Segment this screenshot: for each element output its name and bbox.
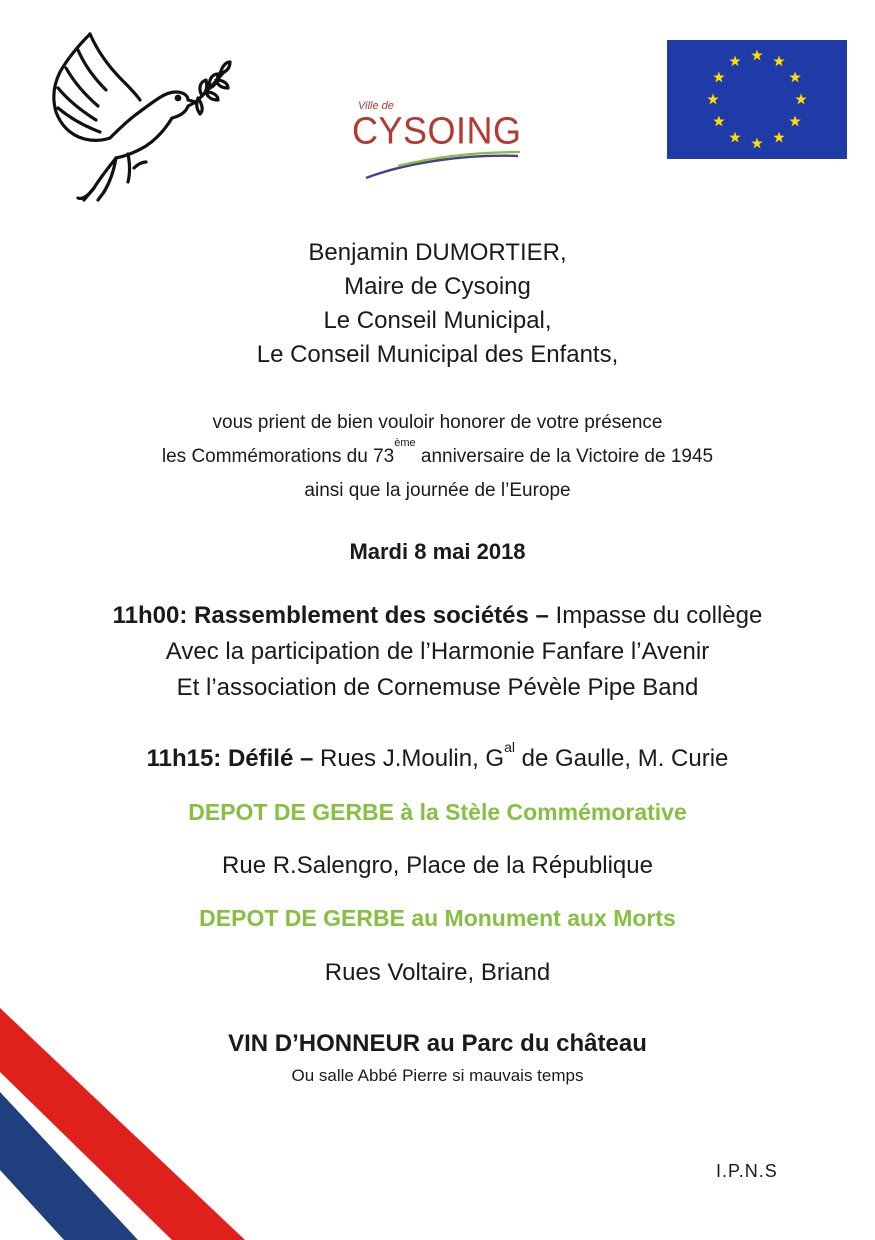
eu-stars (667, 40, 847, 159)
parade-route-pre: Rues J.Moulin, G (313, 745, 505, 772)
reception-title: VIN D’HONNEUR au Parc du château (228, 1030, 647, 1057)
eu-star-icon (707, 94, 718, 105)
route-2: Rues Voltaire, Briand (324, 959, 551, 986)
eu-star-icon (773, 55, 784, 66)
logo-name-text: CYSOING (352, 108, 522, 152)
logo-ville-text: Ville de (358, 100, 394, 112)
invitation-line-2-post: anniversaire de la Victoire de 1945 (415, 446, 714, 467)
rally-block (0, 598, 875, 706)
eu-star-icon (751, 138, 762, 149)
parade-route-sup: al (504, 739, 515, 755)
reception-subtitle: Ou salle Abbé Pierre si mauvais temps (291, 1066, 584, 1085)
rally-place: Impasse du collège (548, 602, 763, 629)
hosts-block (0, 236, 875, 372)
invitation-line-1: vous prient de bien vouloir honorer de votre présence (212, 412, 663, 433)
ipns-mention: I.P.N.S (716, 1161, 778, 1181)
host-mayor-title: Maire de Cysoing (344, 273, 531, 300)
rally-line-2: Avec la participation de l’Harmonie Fanfare l’Avenir (165, 638, 710, 665)
parade-time-title: 11h15: Défilé – (146, 745, 314, 772)
cysoing-logo (352, 100, 528, 185)
route-1: Rue R.Salengro, Place de la République (222, 852, 653, 879)
eu-star-icon (729, 55, 740, 66)
rally-line-1 (0, 598, 875, 634)
dove-icon (38, 28, 233, 203)
eu-star-icon (729, 132, 740, 143)
eu-flag-icon (667, 40, 847, 159)
eu-star-icon (789, 72, 800, 83)
wreath-2-heading: DEPOT DE GERBE au Monument aux Morts (199, 905, 676, 931)
eu-star-icon (773, 132, 784, 143)
rally-time-title: 11h00: Rassemblement des sociétés – (112, 602, 549, 629)
invitation-ordinal: ème (394, 437, 416, 449)
rally-line-3: Et l’association de Cornemuse Pévèle Pipe Band (176, 674, 699, 701)
wreath-1-heading: DEPOT DE GERBE à la Stèle Commémorative (188, 799, 687, 825)
logo-swoosh-icon (358, 144, 528, 184)
eu-star-icon (713, 116, 724, 127)
eu-star-icon (713, 72, 724, 83)
parade-route-post: de Gaulle, M. Curie (514, 745, 729, 772)
invitation-line-3: ainsi que la journée de l’Europe (304, 480, 571, 501)
invitation-text (0, 406, 875, 508)
eu-star-icon (789, 116, 800, 127)
event-date: Mardi 8 mai 2018 (349, 539, 526, 564)
host-children-council: Le Conseil Municipal des Enfants, (256, 341, 619, 368)
host-mayor-name: Benjamin DUMORTIER, (308, 239, 567, 266)
parade-line (0, 739, 875, 776)
host-council: Le Conseil Municipal, (323, 307, 552, 334)
invitation-line-2 (0, 437, 875, 474)
invitation-line-2-pre: les Commémorations du 73 (161, 446, 395, 467)
eu-star-icon (751, 50, 762, 61)
eu-star-icon (795, 94, 806, 105)
